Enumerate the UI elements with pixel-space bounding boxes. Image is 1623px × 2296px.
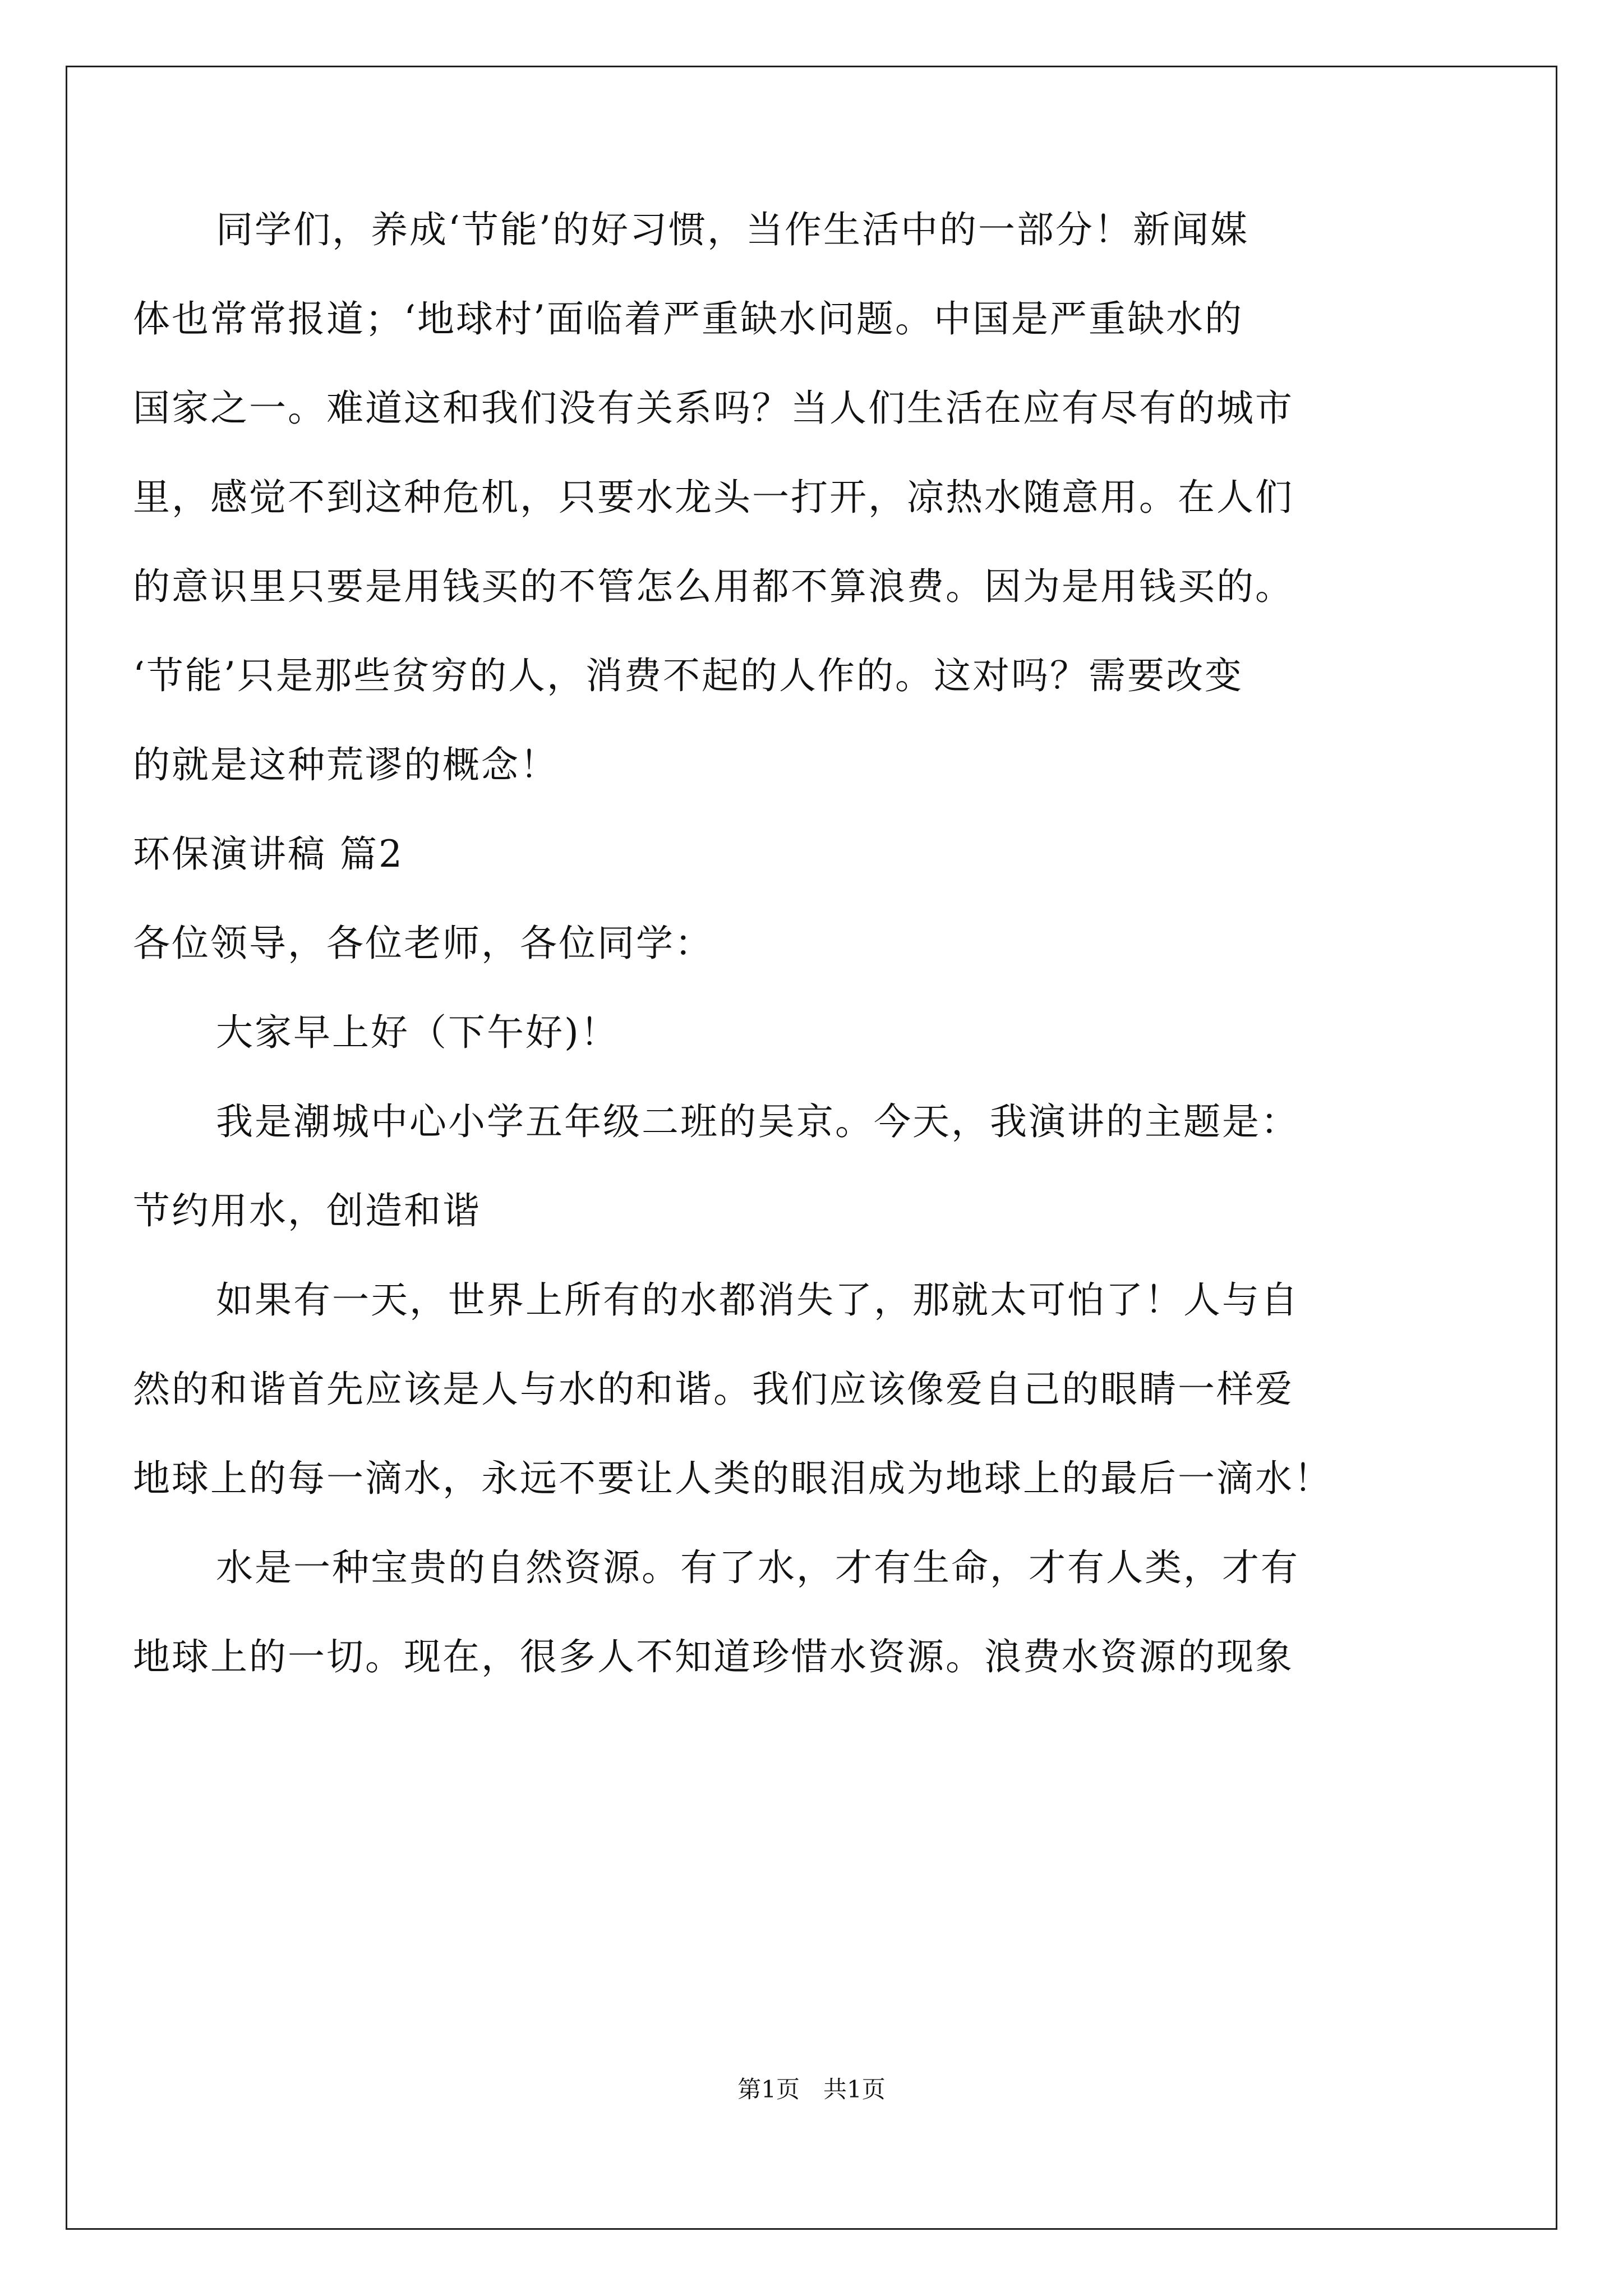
text-line: 水是一种宝贵的自然资源。有了水，才有生命，才有人类，才有 [216, 1546, 1299, 1589]
text-line: 同学们，养成‘节能’的好习惯，当作生活中的一部分！新闻媒 [216, 208, 1249, 251]
section-heading: 环保演讲稿 篇2 [133, 832, 404, 876]
speech-topic: 节约用水，创造和谐 [133, 1189, 481, 1232]
text-line: 地球上的每一滴水，永远不要让人类的眼泪成为地球上的最后一滴水！ [133, 1457, 1332, 1500]
text-line: 的意识里只要是用钱买的不管怎么用都不算浪费。因为是用钱买的。 [133, 565, 1294, 608]
text-line: 如果有一天，世界上所有的水都消失了，那就太可怕了！人与自 [216, 1278, 1299, 1322]
text-line: 里，感觉不到这种危机，只要水龙头一打开，凉热水随意用。在人们 [133, 476, 1294, 519]
salutation: 各位领导，各位老师，各位同学： [133, 922, 713, 965]
text-line: 然的和谐首先应该是人与水的和谐。我们应该像爱自己的眼睛一样爱 [133, 1368, 1294, 1411]
text-line: 国家之一。难道这和我们没有关系吗？当人们生活在应有尽有的城市 [133, 386, 1294, 430]
page-number: 第1页 共1页 [737, 2076, 886, 2103]
greeting: 大家早上好（下午好)！ [216, 1011, 619, 1054]
text-line: 体也常常报道；‘地球村’面临着严重缺水问题。中国是严重缺水的 [133, 297, 1243, 341]
text-line: 的就是这种荒谬的概念！ [133, 743, 559, 786]
text-line: 地球上的一切。现在，很多人不知道珍惜水资源。浪费水资源的现象 [133, 1635, 1294, 1678]
text-line: 我是潮城中心小学五年级二班的吴京。今天，我演讲的主题是： [216, 1100, 1299, 1143]
text-line: ‘节能’只是那些贫穷的人，消费不起的人作的。这对吗？需要改变 [133, 654, 1243, 697]
